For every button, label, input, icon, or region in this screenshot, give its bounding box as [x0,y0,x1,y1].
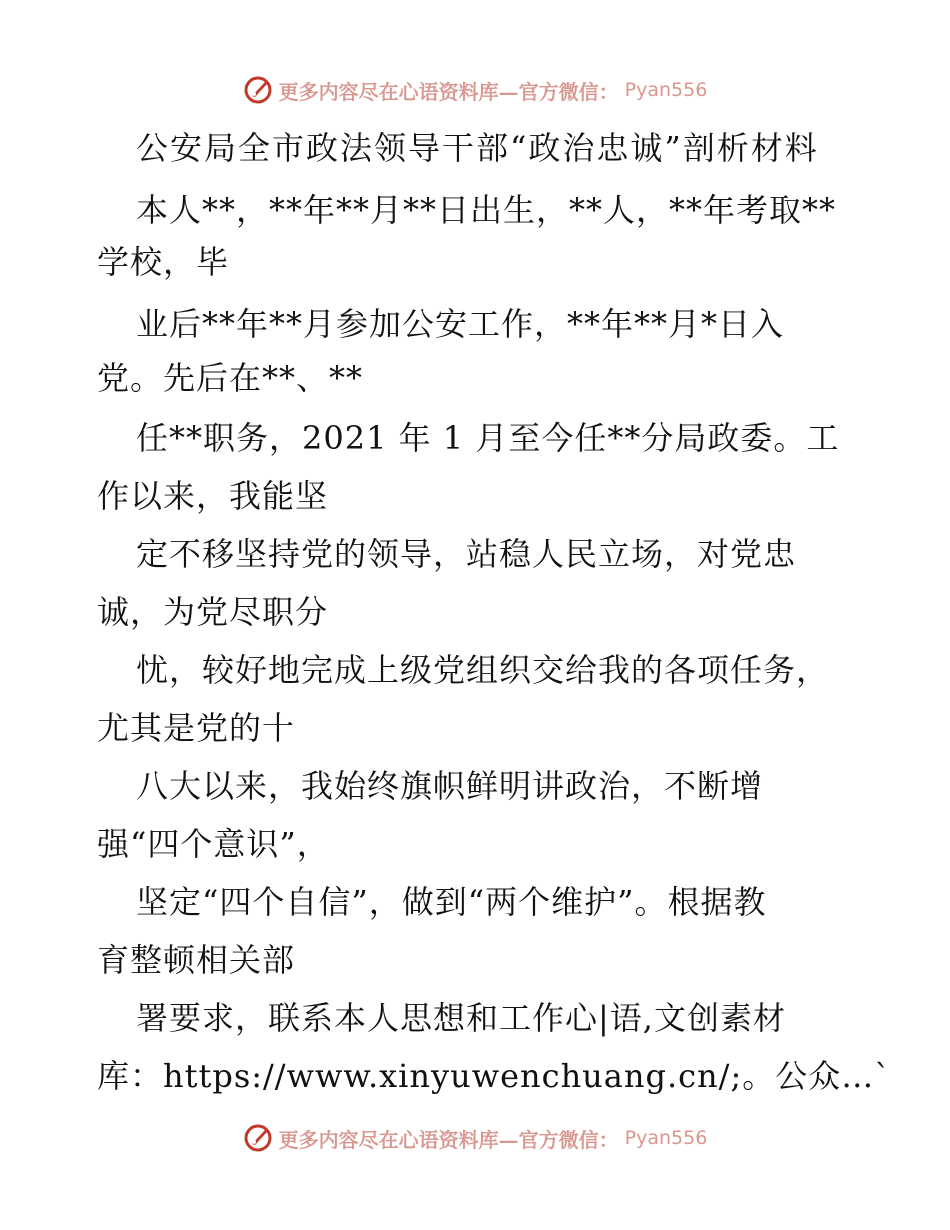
watermark-wechat-id: Pyan556 [624,1127,708,1149]
body-line: 育整顿相关部 [97,941,296,979]
body-line: 库：https://www.xinyuwenchuang.cn/;。公众…` [97,1057,892,1095]
body-line: 尤其是党的十 [97,709,296,747]
watermark-wechat-id: Pyan556 [624,79,708,101]
quill-logo-icon [243,1123,273,1153]
body-line: 党。先后在**、** [97,359,364,397]
watermark-text: 更多内容尽在心语资料库—官方微信： [278,1127,619,1152]
body-line: 任**职务，2021 年 1 月至今任**分局政委。工 [136,419,840,457]
watermark-text: 更多内容尽在心语资料库—官方微信： [278,79,619,104]
document-title: 公安局全市政法领导干部“政治忠诚”剖析材料 [136,129,819,167]
quill-logo-icon [243,75,273,105]
body-line: 业后**年**月参加公安工作，**年**月*日入 [136,305,785,343]
body-line: 学校，毕 [97,243,230,281]
footer-watermark [0,1120,950,1156]
body-line: 本人**，**年**月**日出生，**人，**年考取** [136,191,837,229]
body-line: 忧，较好地完成上级党组织交给我的各项任务， [136,651,830,689]
body-line: 署要求，联系本人思想和工作心|语,文创素材 [136,999,786,1037]
body-line: 作以来，我能坚 [97,477,329,515]
body-line: 诚，为党尽职分 [97,593,329,631]
body-line: 八大以来，我始终旗帜鲜明讲政治，不断增 [136,767,764,805]
body-line: 强“四个意识”， [97,825,330,863]
body-line: 定不移坚持党的领导，站稳人民立场，对党忠 [136,535,797,573]
body-line: 坚定“四个自信”，做到“两个维护”。根据教 [136,883,767,921]
header-watermark [0,72,950,108]
